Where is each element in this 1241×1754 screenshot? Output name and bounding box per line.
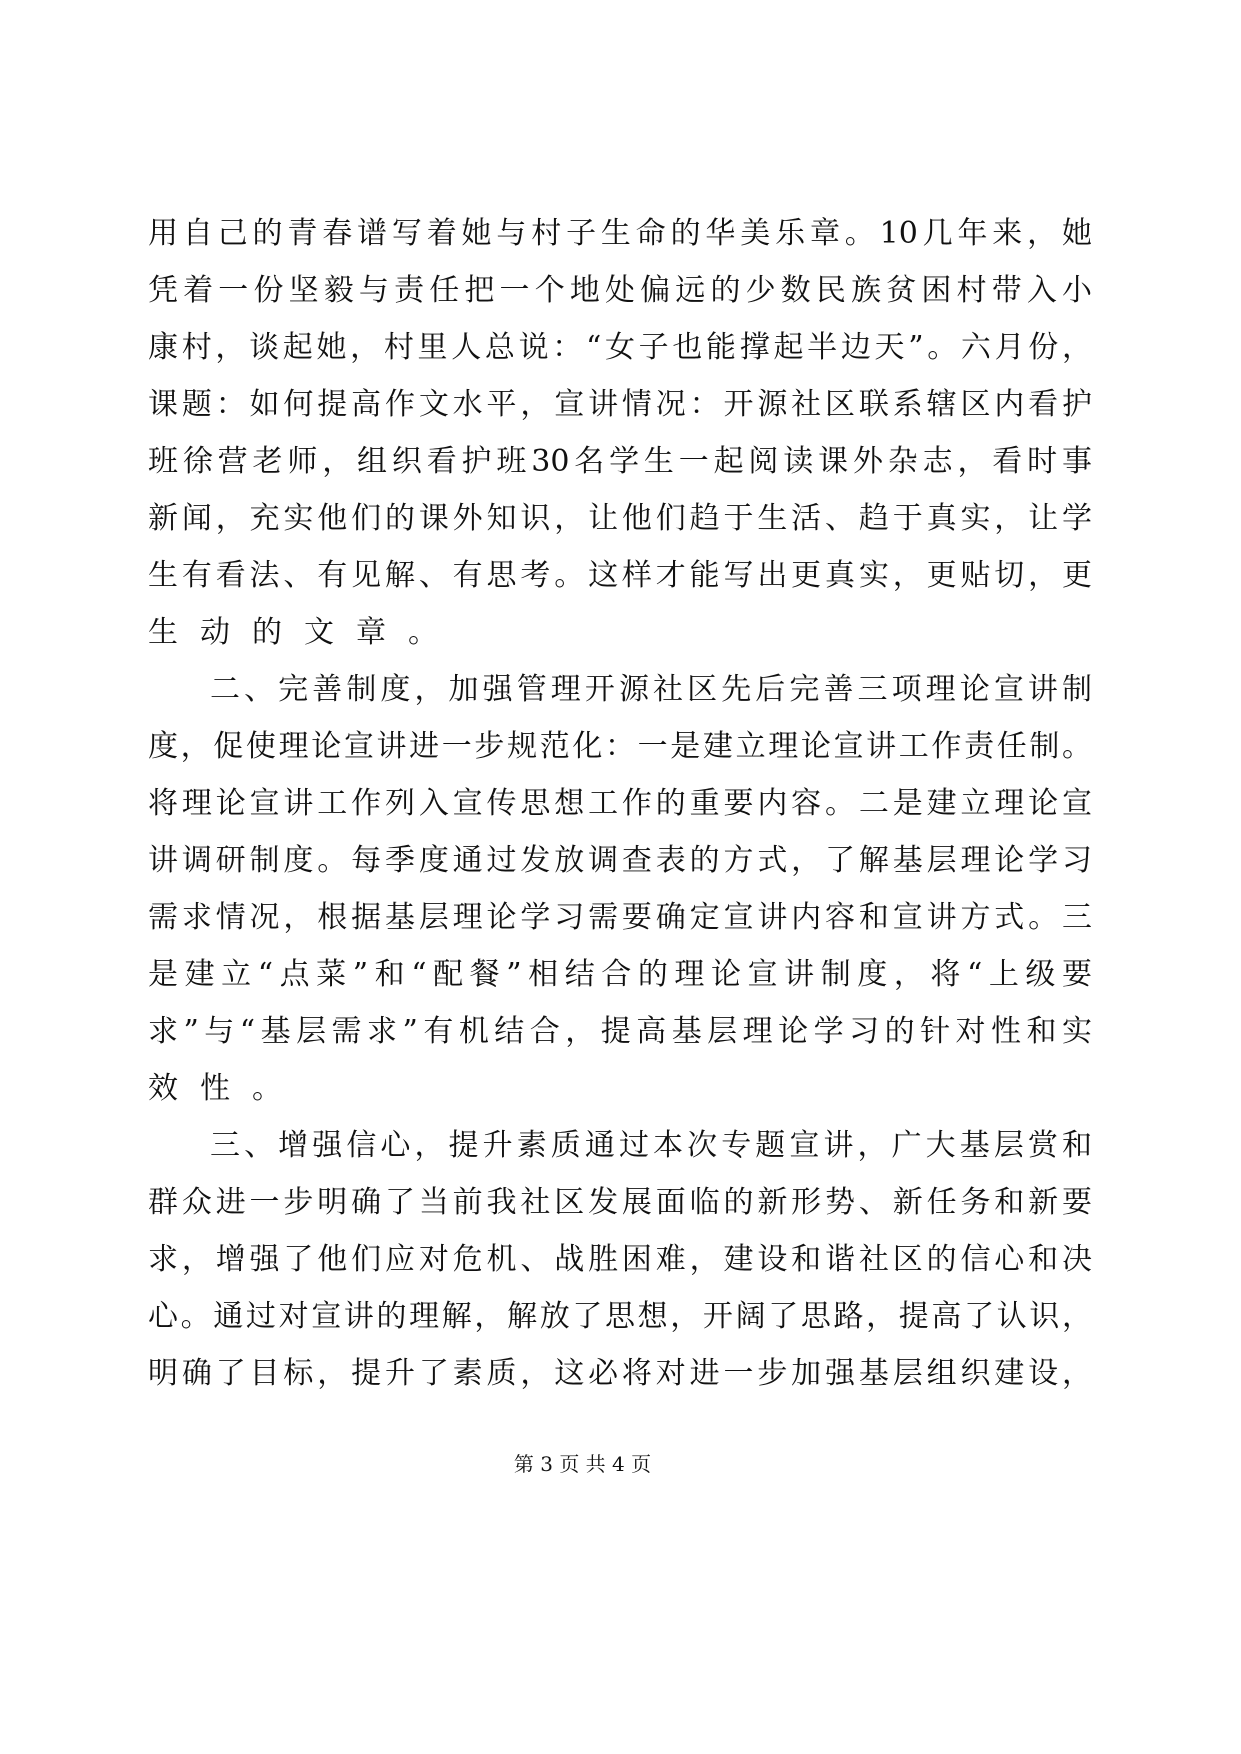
text-line: 求，增强了他们应对危机、战胜困难，建设和谐社区的信心和决 (148, 1242, 1092, 1277)
page-footer (0, 1448, 1165, 1477)
text-line: 将理论宣讲工作列入宣传思想工作的重要内容。二是建立理论宣 (148, 786, 1092, 821)
text-line: 课题：如何提高作文水平，宣讲情况：开源社区联系辖区内看护 (148, 387, 1092, 422)
paragraph-heading-line: 三、增强信心，提升素质通过本次专题宣讲，广大基层赏和 (210, 1128, 1092, 1163)
text-line: 康村，谈起她，村里人总说：“女子也能撑起半边天”。六月份， (148, 330, 1092, 365)
text-line: 生有看法、有见解、有思考。这样才能写出更真实，更贴切，更 (148, 558, 1092, 593)
text-line: 群众进一步明确了当前我社区发展面临的新形势、新任务和新要 (148, 1185, 1092, 1220)
text-line: 是建立“点菜”和“配餐”相结合的理论宣讲制度，将“上级要 (148, 957, 1092, 992)
text-line: 度，促使理论宣讲进一步规范化：一是建立理论宣讲工作责任制。 (148, 729, 1092, 764)
text-line: 效性。 (148, 1071, 304, 1106)
text-line: 新闻，充实他们的课外知识，让他们趋于生活、趋于真实，让学 (148, 501, 1092, 536)
page-indicator: 第 3 页 共 4 页 (513, 1452, 652, 1476)
text-line: 需求情况，根据基层理论学习需要确定宣讲内容和宣讲方式。三 (148, 900, 1092, 935)
text-line: 明确了目标，提升了素质，这必将对进一步加强基层组织建设， (148, 1356, 1092, 1391)
text-line: 用自己的青春谱写着她与村子生命的华美乐章。10几年来，她 (148, 216, 1092, 251)
text-line: 班徐营老师，组织看护班30名学生一起阅读课外杂志，看时事 (148, 444, 1092, 479)
text-line: 心。通过对宣讲的理解，解放了思想，开阔了思路，提高了认识， (148, 1299, 1092, 1334)
text-line: 凭着一份坚毅与责任把一个地处偏远的少数民族贫困村带入小 (148, 273, 1092, 308)
text-line: 求”与“基层需求”有机结合，提高基层理论学习的针对性和实 (148, 1014, 1092, 1049)
paragraph-heading-line: 二、完善制度，加强管理开源社区先后完善三项理论宣讲制 (210, 672, 1092, 707)
document-body (148, 205, 1092, 1402)
text-line: 讲调研制度。每季度通过发放调查表的方式，了解基层理论学习 (148, 843, 1092, 878)
text-line: 生动的文章。 (148, 615, 460, 650)
